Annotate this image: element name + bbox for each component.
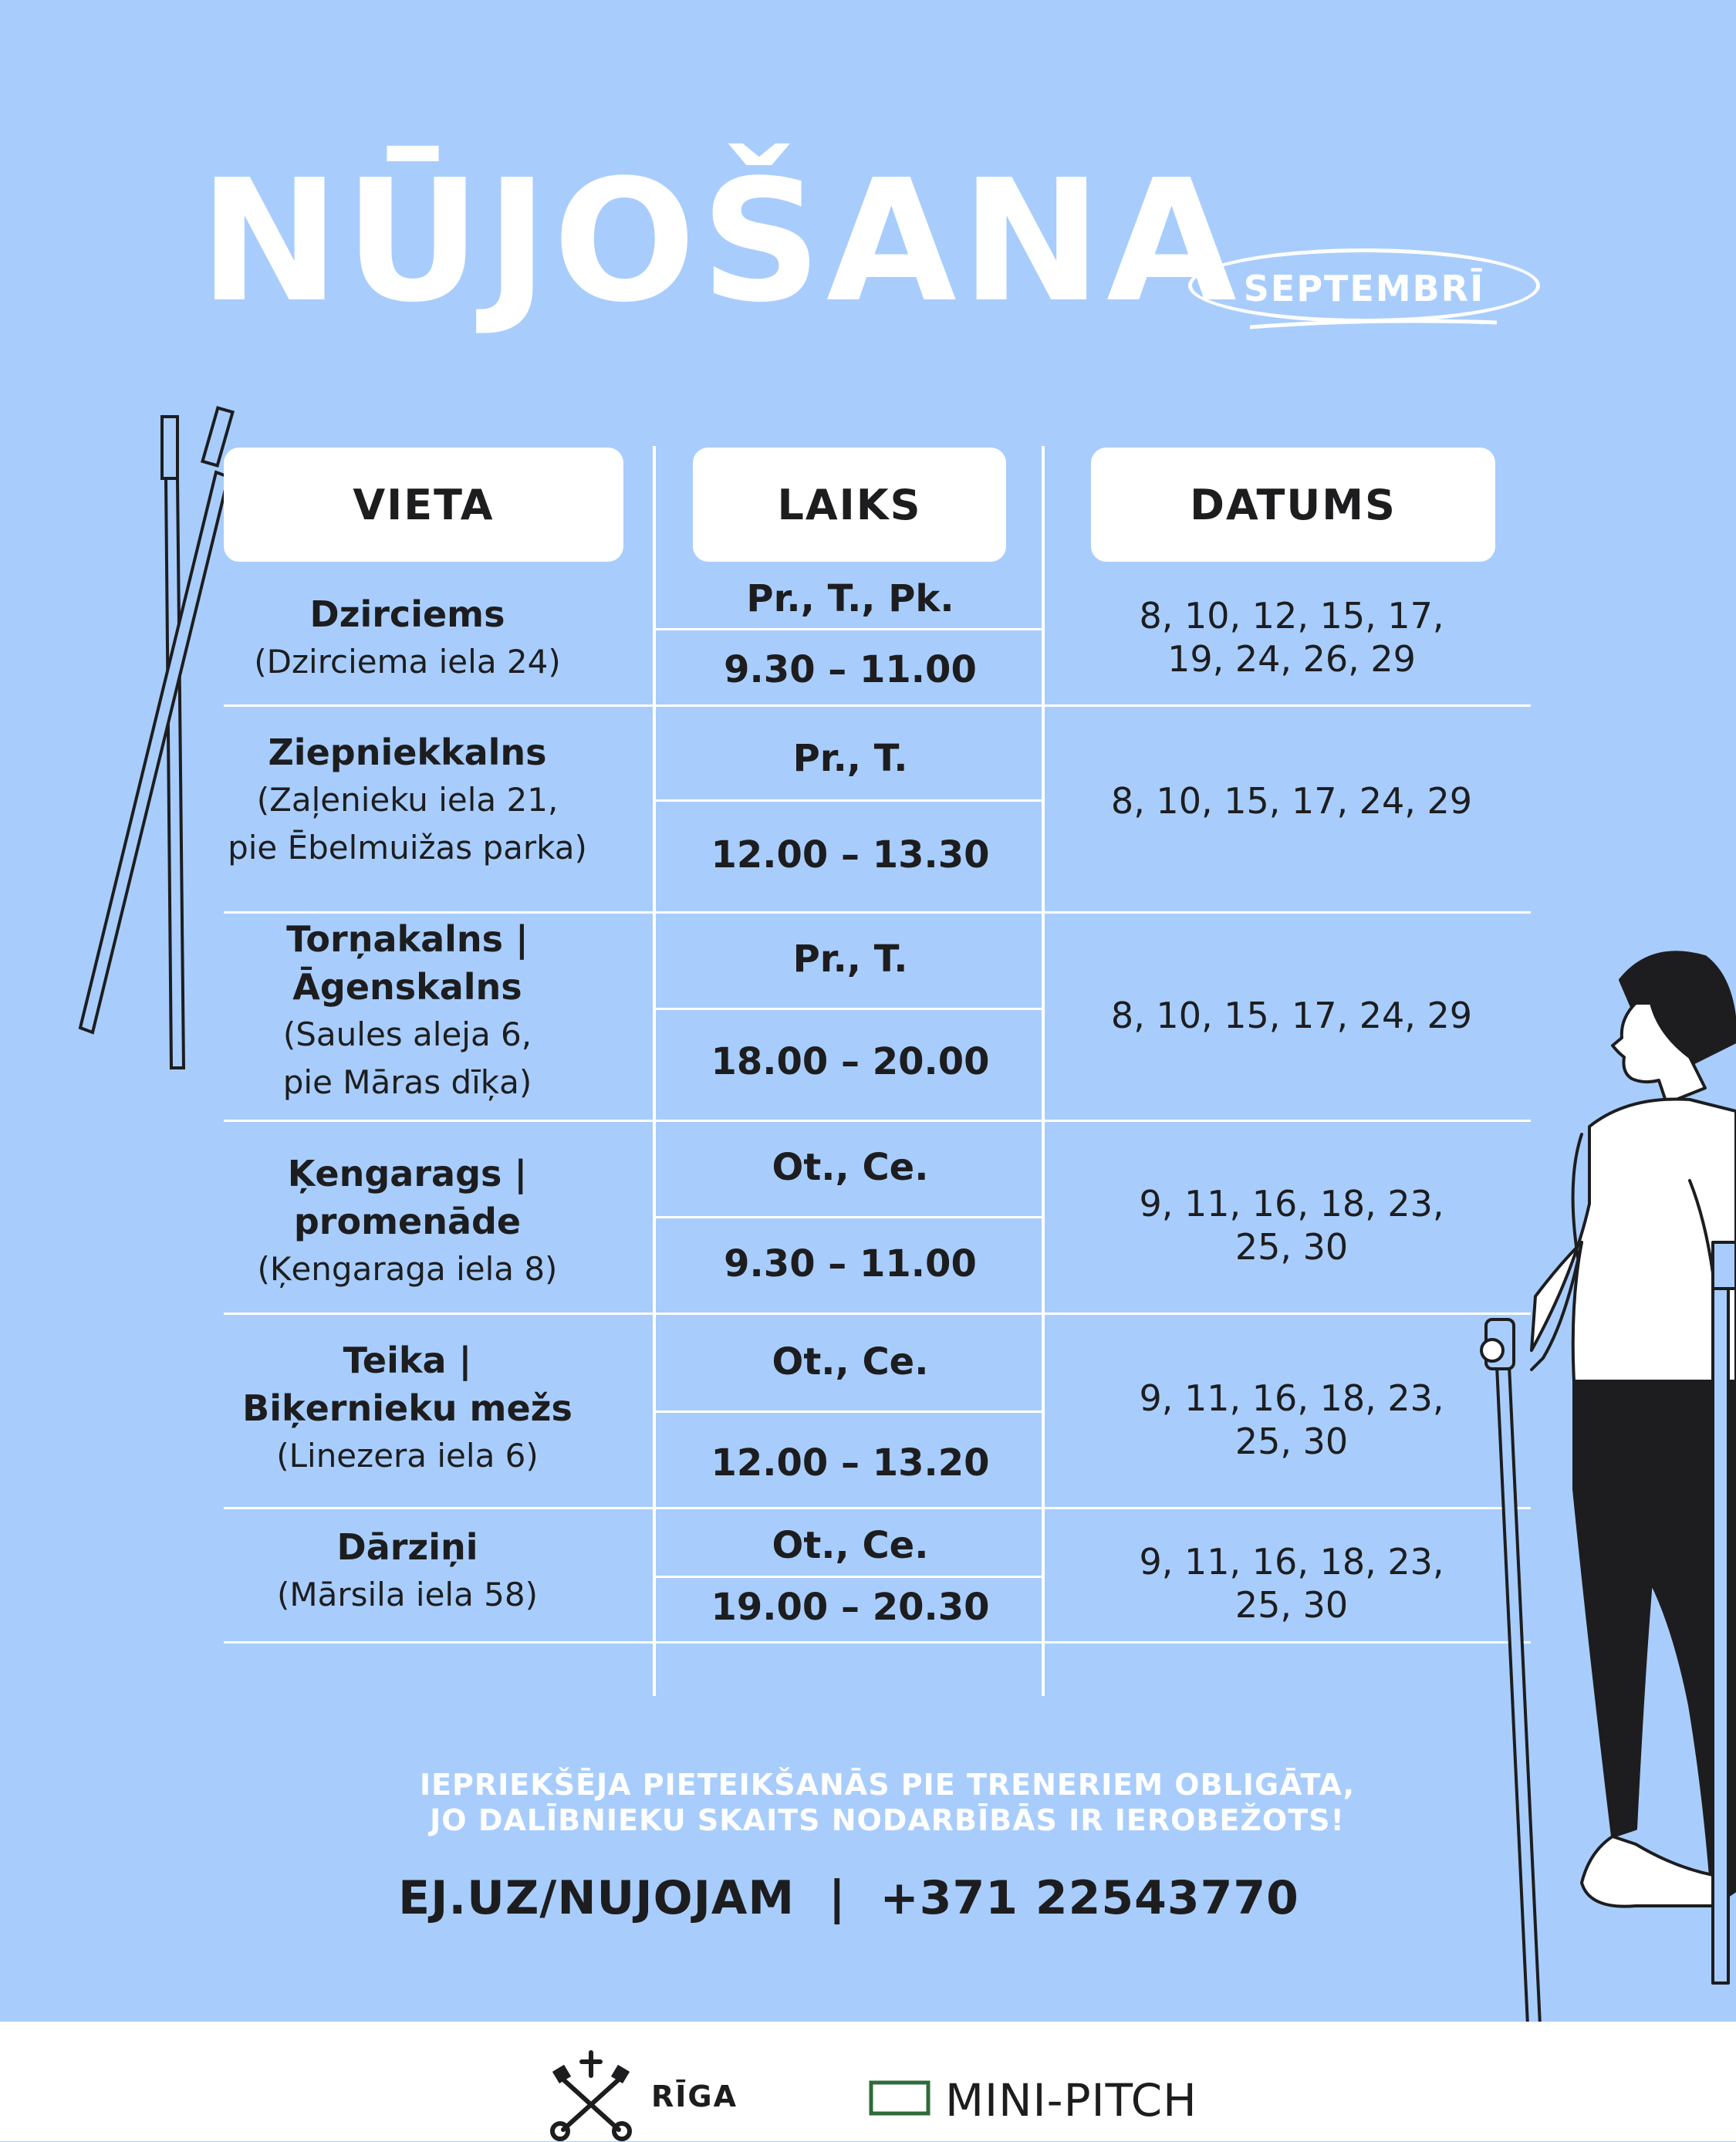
notice-line: IEPRIEKŠĒJA PIETEIKŠANĀS PIE TRENERIEM OBLIGĀTA, [419, 1768, 1356, 1802]
cell-divider [654, 1576, 1043, 1578]
session-days: Pr., T. [792, 737, 908, 780]
dates-line: 25, 30 [1234, 1421, 1349, 1462]
session-days: Pr., T. [792, 938, 908, 981]
dates-line: 19, 24, 26, 29 [1167, 638, 1416, 680]
cell-divider [654, 1008, 1043, 1010]
row-divider [224, 704, 1531, 707]
minipitch-label: MINI-PITCH [945, 2074, 1197, 2127]
session-days: Ot., Ce. [772, 1340, 929, 1384]
table-row-place [222, 1336, 593, 1480]
session-time: 12.00 – 13.30 [711, 833, 990, 877]
month-badge-label: SEPTEMBRĪ [1243, 268, 1485, 309]
place-address: (Saules aleja 6, [282, 1015, 532, 1053]
row-divider [224, 1507, 1531, 1509]
nordic-walker-icon [1458, 949, 1736, 2029]
place-name: Dzirciems [309, 593, 505, 635]
session-time: 9.30 – 11.00 [724, 1242, 977, 1286]
session-dates [1045, 594, 1538, 681]
session-time: 19.00 – 20.30 [711, 1586, 990, 1629]
row-divider [224, 911, 1531, 914]
month-badge [1188, 248, 1540, 323]
header-place: VIETA [224, 448, 623, 562]
session-time: 9.30 – 11.00 [724, 648, 977, 691]
riga-label: RĪGA [651, 2079, 738, 2113]
dates-line: 8, 10, 12, 15, 17, [1139, 595, 1444, 637]
place-name: Torņakalns | [286, 918, 529, 960]
session-days: Ot., Ce. [772, 1524, 929, 1567]
place-name: Āgenskalns [292, 966, 522, 1008]
footer-bar [0, 2022, 1736, 2141]
place-name: promenāde [293, 1201, 522, 1242]
dates-line: 25, 30 [1234, 1584, 1349, 1626]
row-divider [224, 1120, 1531, 1122]
page-title: NŪJOŠANA [199, 144, 1241, 340]
place-address: (Dzirciema iela 24) [254, 643, 561, 681]
place-address: (Mārsila iela 58) [276, 1576, 539, 1613]
place-name: Dārziņi [336, 1526, 478, 1568]
header-time: LAIKS [693, 448, 1006, 562]
header-dates: DATUMS [1091, 448, 1495, 562]
place-address: (Ķengaraga iela 8) [257, 1250, 558, 1288]
minipitch-logo-icon [869, 2080, 930, 2116]
place-name: Ķengarags | [287, 1153, 528, 1194]
session-time: 18.00 – 20.00 [711, 1040, 990, 1083]
table-row-place [222, 1523, 593, 1619]
notice-line: JO DALĪBNIEKU SKAITS NODARBĪBĀS IR IEROBEŽOTS! [430, 1803, 1345, 1837]
table-row-place [222, 1150, 593, 1293]
dates-line: 9, 11, 16, 18, 23, [1139, 1541, 1444, 1583]
table-row-place [222, 728, 593, 872]
place-name: Teika | [343, 1340, 472, 1381]
cell-divider [654, 1216, 1043, 1218]
riga-keys-logo-icon [545, 2049, 637, 2142]
dates-line: 8, 10, 15, 17, 24, 29 [1110, 995, 1473, 1036]
session-dates [1045, 779, 1538, 823]
cell-divider [654, 799, 1043, 802]
dates-line: 8, 10, 15, 17, 24, 29 [1110, 780, 1473, 822]
dates-line: 9, 11, 16, 18, 23, [1139, 1183, 1444, 1225]
cell-divider [654, 1411, 1043, 1413]
row-divider [224, 1641, 1531, 1644]
dates-line: 9, 11, 16, 18, 23, [1139, 1377, 1444, 1419]
row-divider [224, 1313, 1531, 1315]
table-row-place [222, 590, 593, 686]
badge-swoosh-icon [1250, 316, 1497, 332]
table-row-place [222, 915, 593, 1106]
session-days: Ot., Ce. [772, 1146, 929, 1189]
contact-info: EJ.UZ/NUJOJAM | +371 22543770 [398, 1871, 1299, 1925]
place-name: Biķernieku mežs [242, 1387, 572, 1429]
dates-line: 25, 30 [1234, 1226, 1349, 1268]
place-address: pie Māras dīķa) [282, 1063, 532, 1101]
session-time: 12.00 – 13.20 [711, 1441, 990, 1485]
session-days: Pr., T., Pk. [746, 577, 954, 620]
cell-divider [654, 628, 1043, 630]
place-name: Ziepniekkalns [268, 731, 547, 773]
place-address: (Linezera iela 6) [276, 1437, 539, 1475]
place-address: pie Ēbelmuižas parka) [228, 829, 587, 867]
registration-notice [339, 1767, 1435, 1838]
place-address: (Zaļenieku iela 21, [256, 781, 559, 819]
